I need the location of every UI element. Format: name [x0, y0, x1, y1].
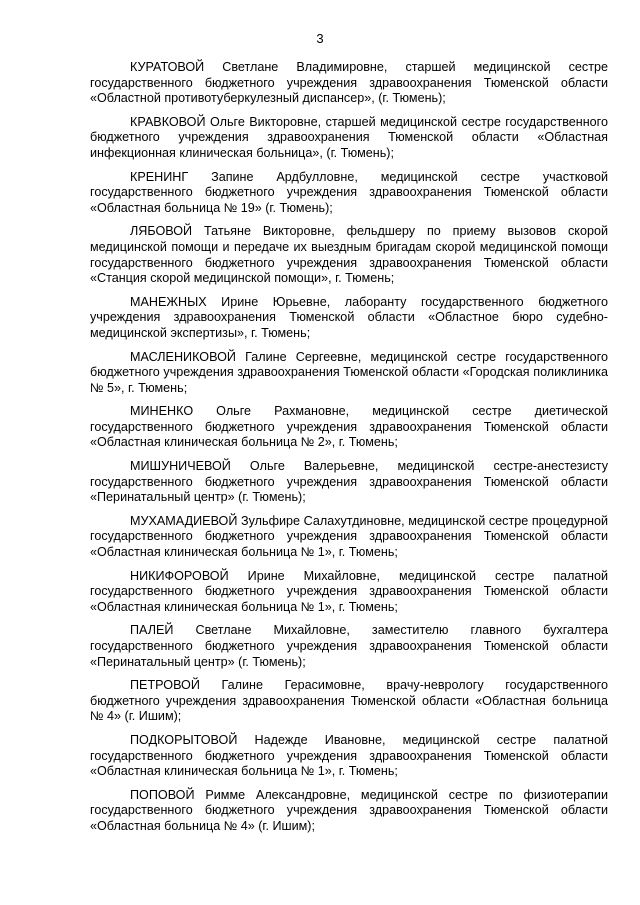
document-body [90, 60, 608, 843]
list-item: ПЕТРОВОЙ Галине Герасимовне, врачу-неврологу государственного бюджетного учреждения здравоохранения Тюменской области «Областная больница № 4» (г. Ишим); [90, 678, 608, 724]
list-item: МУХАМАДИЕВОЙ Зульфире Салахутдиновне, медицинской сестре процедурной государственного бюджетного учреждения здравоохранения Тюменской области «Областная клиническая больница № 1», г. Тюмень; [90, 513, 608, 560]
page-number: 3 [316, 31, 324, 46]
list-item: НИКИФОРОВОЙ Ирине Михайловне, медицинской сестре палатной государственного бюджетного учреждения здравоохранения Тюменской области «Областная клиническая больница № 1», г. Тюмень; [90, 568, 608, 614]
list-item: ПОПОВОЙ Римме Александровне, медицинской сестре по физиотерапии государственного бюджетного учреждения здравоохранения Тюменской области «Областная больница № 4» (г. Ишим); [90, 787, 608, 833]
list-item: МИШУНИЧЕВОЙ Ольге Валерьевне, медицинской сестре-анестезисту государственного бюджетного учреждения здравоохранения Тюменской области «Перинатальный центр» (г. Тюмень); [90, 459, 608, 505]
list-item: МИНЕНКО Ольге Рахмановне, медицинской сестре диетической государственного бюджетного учреждения здравоохранения Тюменской области «Областная клиническая больница № 2», г. Тюмень; [90, 404, 608, 450]
list-item: ПАЛЕЙ Светлане Михайловне, заместителю главного бухгалтера государственного бюджетного учреждения здравоохранения Тюменской области «Перинатальный центр» (г. Тюмень); [90, 623, 608, 669]
list-item: МАНЕЖНЫХ Ирине Юрьевне, лаборанту государственного бюджетного учреждения здравоохранения Тюменской области «Областное бюро судебно-медицинской экспертизы», г. Тюмень; [90, 294, 608, 340]
list-item: КУРАТОВОЙ Светлане Владимировне, старшей медицинской сестре государственного бюджетного учреждения здравоохранения Тюменской области «Областной противотуберкулезный диспансер», (г. Тюмень); [90, 60, 608, 106]
list-item: ПОДКОРЫТОВОЙ Надежде Ивановне, медицинской сестре палатной государственного бюджетного учреждения здравоохранения Тюменской области «Областная клиническая больница № 1», г. Тюмень; [90, 732, 608, 779]
list-item: МАСЛЕНИКОВОЙ Галине Сергеевне, медицинской сестре государственного бюджетного учреждения здравоохранения Тюменской области «Городская поликлиника № 5», г. Тюмень; [90, 349, 608, 395]
list-item: КРЕНИНГ Запине Ардбулловне, медицинской сестре участковой государственного бюджетного учреждения здравоохранения Тюменской области «Областная больница № 19» (г. Тюмень); [90, 169, 608, 215]
list-item: КРАВКОВОЙ Ольге Викторовне, старшей медицинской сестре государственного бюджетного учреждения здравоохранения Тюменской области «Областная инфекционная клиническая больница», (г. Тюмень); [90, 114, 608, 160]
list-item: ЛЯБОВОЙ Татьяне Викторовне, фельдшеру по приему вызовов скорой медицинской помощи и передаче их выездным бригадам скорой медицинской помощи государственного бюджетного учреждения здравоохранения Тюменской области «Станция скорой медицинской помощи», г. Тюмень; [90, 224, 608, 286]
